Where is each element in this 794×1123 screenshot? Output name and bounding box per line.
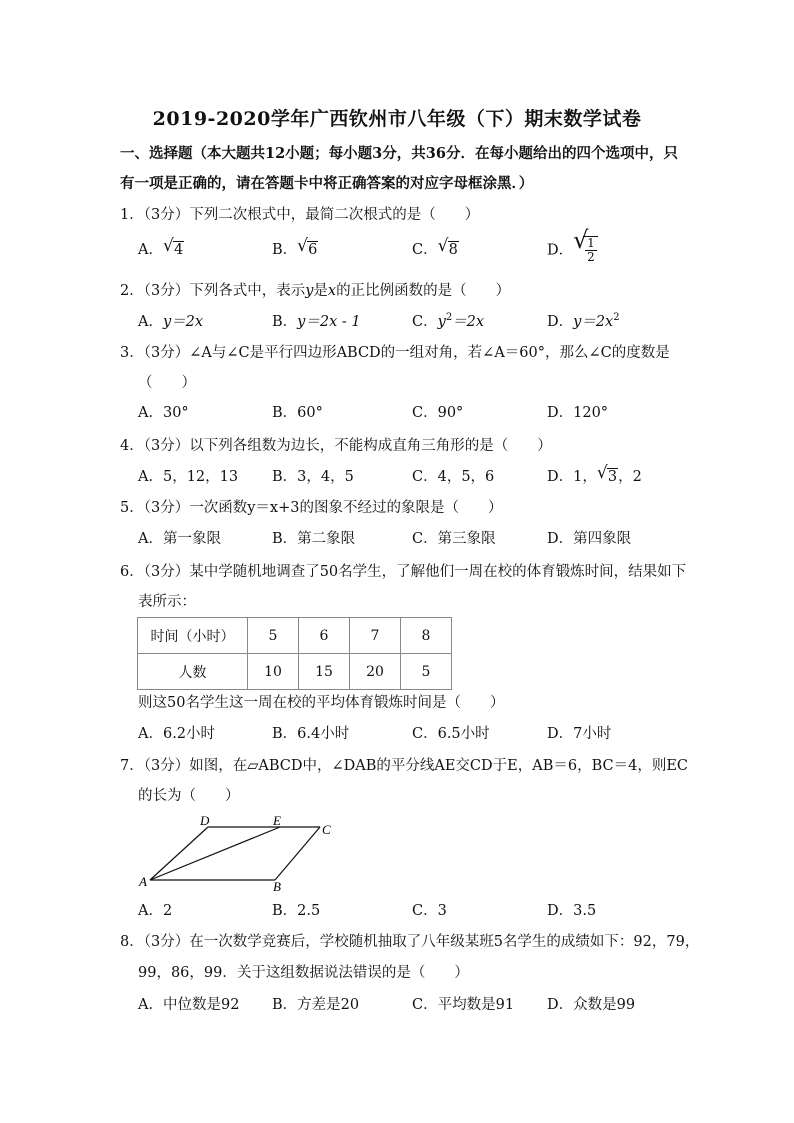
q2-stem-pre: 2．（3分）下列各式中，表示 [120, 283, 306, 299]
q7-option-b: B．2.5 [272, 903, 321, 919]
q3-option-b: B．60° [272, 405, 323, 421]
q6-question: 则这50名学生这一周在校的平均体育锻炼时间是（ ） [138, 695, 505, 711]
q1-option-b [272, 236, 318, 260]
point-label-a: A [139, 874, 147, 889]
q6-stem: 6．（3分）某中学随机地调查了50名学生，了解他们一周在校的体育锻炼时间，结果如下 [120, 564, 687, 580]
q1-option-d-numerator: 1 [587, 236, 595, 250]
q6-data-table [137, 617, 452, 690]
q2-option-c-label: C． [412, 314, 438, 330]
q1-option-d-label: D． [547, 242, 574, 259]
table-cell: 8 [401, 618, 452, 654]
table-cell: 时间（小时） [138, 618, 248, 654]
q2-stem-mid: 是 [313, 283, 328, 299]
q7-option-a: A．2 [138, 903, 173, 919]
sqrt-symbol: √ $\frac{1}{2}$ [573, 236, 598, 264]
q4-option-c: C．4，5，6 [412, 469, 495, 485]
table-cell: 5 [401, 654, 452, 690]
point-label-b: B [273, 879, 281, 892]
q2-option-a-expr: y＝2x [162, 314, 204, 330]
q8-option-a: A．中位数是92 [138, 997, 240, 1013]
q2-option-c-var: y [437, 314, 446, 330]
q1-option-a-label: A． [138, 242, 163, 258]
q3-option-d: D．120° [547, 405, 609, 421]
q2-option-c-exponent: 2 [445, 312, 453, 323]
q8-option-c: C．平均数是91 [412, 997, 515, 1013]
q2-stem-post: 的正比例函数的是（ ） [336, 283, 511, 299]
q1-option-b-label: B． [272, 242, 298, 258]
q8-option-b: B．方差是20 [272, 997, 360, 1013]
q3-stem: 3．（3分）∠A与∠C是平行四边形ABCD的一组对角，若∠A＝60°，那么∠C的度数是 [120, 345, 670, 361]
q1-stem: 1．（3分）下列二次根式中，最简二次根式的是（ ） [120, 207, 480, 223]
q2-option-a [138, 312, 203, 332]
q1-option-c [412, 236, 459, 260]
q2-stem-var-x: x [327, 283, 337, 299]
q7-option-c: C．3 [412, 903, 447, 919]
q8-stem: 8．（3分）在一次数学竞赛后，学校随机抽取了八年级某班5名学生的成绩如下：92，79， [120, 934, 700, 950]
q3-option-c: C．90° [412, 405, 464, 421]
sqrt-symbol: √ 3 [596, 463, 618, 485]
q5-option-d: D．第四象限 [547, 531, 632, 547]
q4-option-d-radicand: 3 [607, 469, 618, 485]
q2-option-d [547, 312, 620, 332]
q1-option-c-radicand: 8 [448, 242, 458, 258]
q8-stem-cont: 99，86，99．关于这组数据说法错误的是（ ） [138, 965, 469, 981]
point-label-d: D [200, 813, 210, 828]
q2-option-c-rest: ＝2x [452, 314, 485, 330]
q2-option-b [272, 312, 361, 332]
q5-option-a: A．第一象限 [138, 531, 221, 547]
parallelogram-figure [130, 812, 340, 892]
section-heading-line-2: 有一项是正确的，请在答题卡中将正确答案的对应字母框涂黑．） [120, 175, 534, 192]
q2-option-d-exponent: 2 [613, 312, 620, 323]
q6-option-d: D．7小时 [547, 726, 612, 742]
q3-stem-cont: （ ） [138, 375, 196, 391]
table-cell: 5 [248, 618, 299, 654]
q1-option-c-label: C． [412, 242, 438, 258]
q2-stem [120, 281, 680, 301]
q1-option-b-radicand: 6 [308, 242, 318, 258]
q4-option-d-pre: D．1， [547, 469, 597, 485]
q4-stem: 4．（3分）以下列各组数为边长，不能构成直角三角形的是（ ） [120, 438, 552, 454]
point-label-e: E [273, 813, 281, 828]
table-cell: 7 [350, 618, 401, 654]
sqrt-symbol: √ 4 [162, 236, 184, 258]
q1-option-a [138, 236, 184, 260]
q7-option-d: D．3.5 [547, 903, 597, 919]
q8-option-d: D．众数是99 [547, 997, 636, 1013]
table-cell: 6 [299, 618, 350, 654]
table-cell: 20 [350, 654, 401, 690]
q1-option-a-radicand: 4 [173, 242, 184, 258]
q3-option-a: A．30° [138, 405, 189, 421]
q6-stem-cont: 表所示： [138, 594, 196, 610]
q2-option-d-expr: y＝2x [573, 314, 614, 330]
q6-option-b: B．6.4小时 [272, 726, 350, 742]
q7-stem-cont: 的长为（ ） [138, 788, 240, 804]
q2-option-a-label: A． [138, 314, 163, 330]
sqrt-symbol: √ 8 [437, 236, 458, 258]
point-label-c: C [322, 822, 331, 837]
section-heading-line-1: 一、选择题（本大题共12小题；每小题3分，共36分．在每小题给出的四个选项中，只 [120, 145, 678, 162]
q6-option-a: A．6.2小时 [138, 726, 216, 742]
q2-option-b-expr: y＝2x - 1 [297, 314, 361, 330]
q5-option-c: C．第三象限 [412, 531, 496, 547]
table-row [138, 618, 452, 654]
q4-option-b: B．3，4，5 [272, 469, 354, 485]
q2-stem-var-y: y [305, 283, 314, 299]
segment-ae [150, 827, 280, 880]
sqrt-symbol: √ 6 [297, 236, 318, 258]
q5-stem: 5．（3分）一次函数y＝x+3的图象不经过的象限是（ ） [120, 500, 503, 516]
q2-option-c [412, 312, 484, 332]
q4-option-d [547, 463, 642, 487]
table-cell: 15 [299, 654, 350, 690]
q2-option-b-label: B． [272, 314, 298, 330]
segment-ad [150, 827, 208, 880]
q5-option-b: B．第二象限 [272, 531, 356, 547]
table-row [138, 654, 452, 690]
q2-option-d-label: D． [547, 314, 574, 330]
table-cell: 10 [248, 654, 299, 690]
table-cell: 人数 [138, 654, 248, 690]
q6-option-c: C．6.5小时 [412, 726, 490, 742]
q4-option-d-post: ，2 [618, 469, 642, 485]
q1-option-d [547, 226, 598, 264]
page-title: 2019-2020学年广西钦州市八年级（下）期末数学试卷 [152, 108, 642, 130]
q1-option-d-denominator: 2 [587, 250, 595, 264]
q7-stem: 7．（3分）如图，在▱ABCD中，∠DAB的平分线AE交CD于E，AB＝6，BC＝4，则EC [120, 758, 689, 774]
segment-bc [275, 827, 320, 880]
q4-option-a: A．5，12，13 [138, 469, 239, 485]
